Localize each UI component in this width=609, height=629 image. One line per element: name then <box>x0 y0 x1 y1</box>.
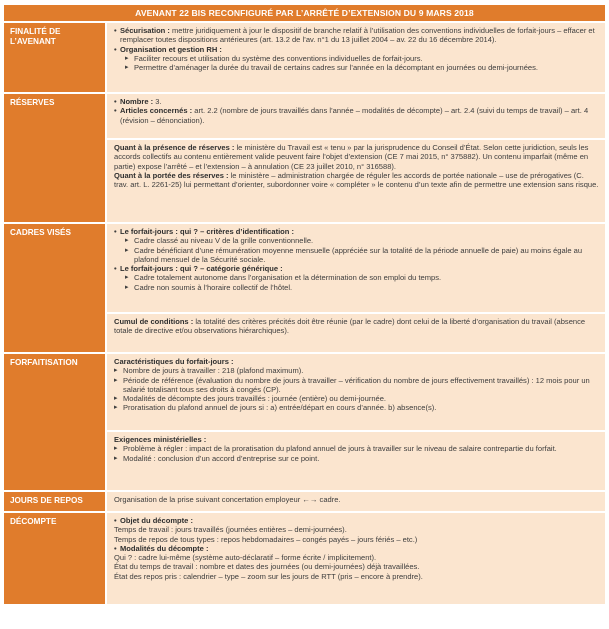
row-decompte <box>4 513 605 604</box>
finalite-block <box>107 23 605 92</box>
list-item: État du temps de travail : nombre et dates des journées (ou demi-journées) déjà travaillées. <box>114 562 420 572</box>
list-item: ▸ Cadre bénéficiant d’une rémunération moyenne mensuelle (appréciée sur la totalité de la période annuelle de paie) au moins égale au plafond mensuel de la Sécurité sociale. <box>125 246 599 265</box>
list-item: ▸ Période de référence (évaluation du nombre de jours à travailler – vérification du nombre de jours effectivement travaillés) : 12 mois pour un salarié totalisant tous ses droits à congés (CP). <box>114 376 599 395</box>
list-item: Temps de repos de tous types : repos hebdomadaires – congés payés – jours fériés – etc.) <box>114 534 418 544</box>
securisation-text: mettre juridiquement à jour le dispositif de branche relatif à l’utilisation des conventions individuelles de forfait-jours – effacer et remplacer toutes dispositions antérieures (art. 13.2 de l’av. n°1 du 13 juillet 2004 – av. 22 du 16 décembre 2014). <box>120 26 595 45</box>
cadres-block-2 <box>107 312 605 352</box>
list-item: État des repos pris : calendrier – type – zoom sur les jours de RTT (pris – encore à prendre). <box>114 571 423 581</box>
cumul-text: la totalité des critères précités doit être réunie (par le cadre) dont celui de la liberté d’organisation du travail (absence totale de directive et/ou observations hiérarchiques). <box>114 317 586 336</box>
cumul-label: Cumul de conditions : <box>114 317 194 326</box>
decompte-block <box>107 513 605 604</box>
row-label-decompte: DÉCOMPTE <box>4 513 107 604</box>
modalites-item <box>114 544 599 553</box>
forfaitisation-block-1 <box>107 354 605 430</box>
row-reserves <box>4 94 605 224</box>
row-cadres <box>4 224 605 354</box>
nombre-item <box>114 97 599 106</box>
list-item: ▸ Problème à régler : impact de la proratisation du plafond annuel de jours à travailler sur le niveau de salaire contrepartie du forfait. <box>114 444 599 453</box>
portee-paragraph <box>114 171 599 190</box>
row-label-repos: JOURS DE REPOS <box>4 492 107 511</box>
row-content-finalite <box>107 23 605 92</box>
presence-text: le ministère du Travail est « tenu » par la jurisprudence du Conseil d’État. Selon cette juridiction, seuls les accords collectifs au contenu entièrement valide peuvent faire l’objet d’extension (CE 7 mai 2015, n° 375882). Un contenu imparfait (même en partie) expose l’arrêté – et l’extension – à annulation (CE 23 juillet 2010, n° 316588). <box>114 143 589 171</box>
articles-label: Articles concernés : <box>120 106 193 116</box>
row-repos <box>4 492 605 513</box>
table-title: AVENANT 22 BIS RECONFIGURÉ PAR L’ARRÊTÉ D’EXTENSION DU 9 MARS 2018 <box>4 5 605 23</box>
articles-item <box>114 106 599 125</box>
row-content-repos <box>107 492 605 511</box>
criteres-label: Le forfait-jours : qui ? – critères d’identification : <box>120 227 295 236</box>
row-finalite <box>4 23 605 94</box>
cumul-paragraph <box>114 317 599 336</box>
securisation-item <box>114 26 599 45</box>
list-item: ▸ Cadre totalement autonome dans l’organisation et la détermination de son emploi du temps. <box>125 273 599 282</box>
cadres-block-1 <box>107 224 605 312</box>
forfaitisation-block-2 <box>107 430 605 490</box>
repos-text: Organisation de la prise suivant concertation employeur ←→ cadre. <box>114 495 341 504</box>
list-item: ▸ Cadre non soumis à l’horaire collectif de l’hôtel. <box>125 283 599 292</box>
row-label-cadres: CADRES VISÉS <box>4 224 107 352</box>
row-content-reserves <box>107 94 605 222</box>
portee-text: le ministère – administration chargée de réguler les accords de portée nationale – use de prérogatives (C. trav. art. L. 2261-25) lui permettant d’orienter, subordonner voire « compléter » le contenu d’un texte afin de permettre une extension sans risque. <box>114 170 599 190</box>
portee-label: Quant à la portée des réserves : <box>114 170 229 180</box>
exigences-label: Exigences ministérielles : <box>114 435 207 444</box>
presence-label: Quant à la présence de réserves : <box>114 143 235 152</box>
organisation-item <box>114 45 599 54</box>
row-forfaitisation <box>4 354 605 492</box>
nombre-value: 3. <box>153 97 162 106</box>
repos-block <box>107 492 605 511</box>
caracteristiques-label: Caractéristiques du forfait-jours : <box>114 357 234 366</box>
list-item: ▸ Proratisation du plafond annuel de jours si : a) entrée/départ en cours d’année. b) absence(s). <box>114 403 599 412</box>
nombre-label: Nombre : <box>120 97 154 106</box>
criteres-item <box>114 227 599 236</box>
articles-text: art. 2.2 (nombre de jours travaillés dans l’année – modalités de décompte) – art. 2.4 (suivi du temps de travail) – art. 4 (révision – dénonciation). <box>120 106 589 125</box>
row-content-cadres <box>107 224 605 352</box>
presence-paragraph <box>114 143 599 171</box>
list-item: Temps de travail : jours travaillés (journées entières – demi-journées). <box>114 525 347 535</box>
row-label-finalite: FINALITÉ DE L’AVENANT <box>4 23 107 92</box>
list-item: ▸ Modalités de décompte des jours travaillés : journée (entière) ou demi-journée. <box>114 394 599 403</box>
reserves-block-1 <box>107 94 605 138</box>
list-item: ▸ Cadre classé au niveau V de la grille conventionnelle. <box>125 236 599 245</box>
row-content-forfaitisation <box>107 354 605 490</box>
list-item: Qui ? : cadre lui-même (système auto-déclaratif – forme écrite / implicitement). <box>114 553 377 563</box>
organisation-label: Organisation et gestion RH : <box>120 44 222 54</box>
modalites-label: Modalités du décompte : <box>120 543 209 553</box>
securisation-label: Sécurisation : <box>120 26 170 35</box>
row-label-reserves: RÉSERVES <box>4 94 107 222</box>
objet-item <box>114 516 599 525</box>
extension-summary-table <box>4 5 605 604</box>
list-item: ▸ Modalité : conclusion d’un accord d’entreprise sur ce point. <box>114 454 599 463</box>
categorie-label: Le forfait-jours : qui ? – catégorie générique : <box>120 264 283 274</box>
list-item: ▸ Permettre d’aménager la durée du travail de certains cadres sur l’année en la décomptant en journées ou demi-journées. <box>125 63 599 72</box>
objet-label: Objet du décompte : <box>120 516 193 525</box>
list-item: ▸ Faciliter recours et utilisation du système des conventions individuelles de forfait-jours. <box>125 54 599 63</box>
list-item: ▸ Nombre de jours à travailler : 218 (plafond maximum). <box>114 366 599 375</box>
row-content-decompte <box>107 513 605 604</box>
reserves-block-2 <box>107 138 605 222</box>
categorie-item <box>114 264 599 273</box>
row-label-forfaitisation: FORFAITISATION <box>4 354 107 490</box>
